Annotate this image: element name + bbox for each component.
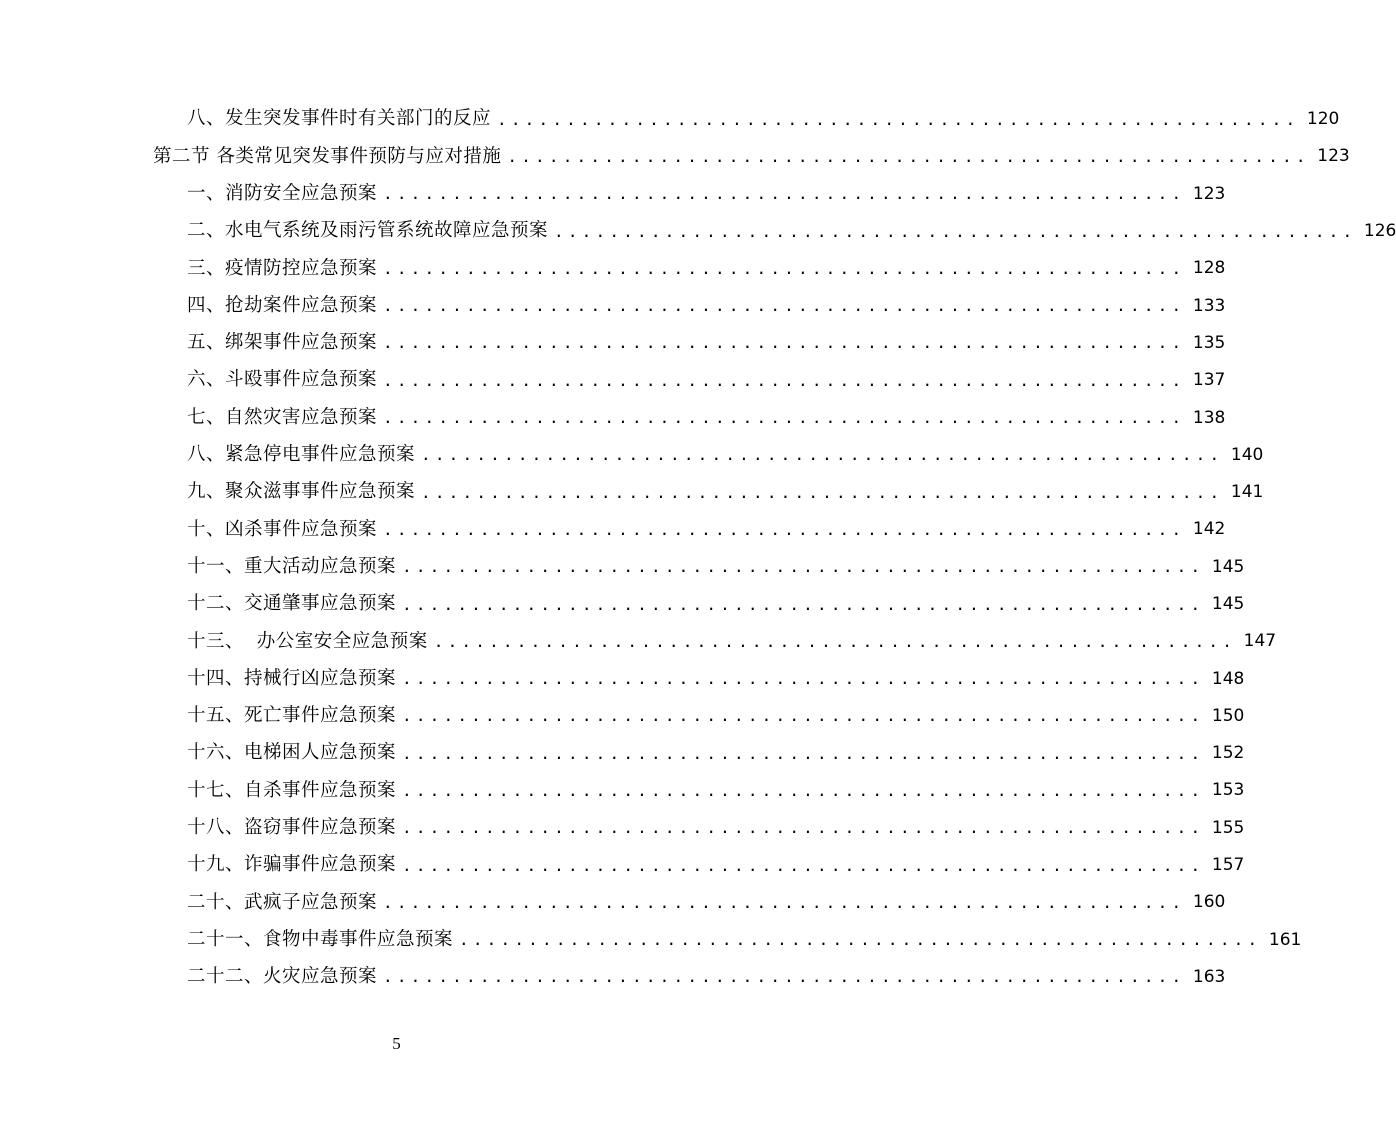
toc-entry[interactable]: [0, 549, 1245, 586]
dot-leader: ..........................................................: [459, 930, 1262, 950]
toc-entry[interactable]: [0, 772, 1245, 809]
toc-entry[interactable]: [0, 959, 1226, 996]
toc-entry-page: 135: [1192, 332, 1226, 353]
dot-leader: ..........................................................: [383, 967, 1186, 987]
dot-leader: ..........................................................: [507, 146, 1310, 166]
toc-entry-title: 六、斗殴事件应急预案: [187, 369, 378, 391]
dot-leader: ..........................................................: [402, 706, 1205, 726]
toc-entry[interactable]: [0, 698, 1245, 735]
dot-leader: ..........................................................: [402, 557, 1205, 577]
toc-entry[interactable]: [0, 213, 1396, 250]
toc-entry-page: 120: [1306, 109, 1340, 130]
toc-entry[interactable]: [0, 362, 1226, 399]
toc-entry-title: 十五、死亡事件应急预案: [187, 705, 397, 727]
dot-leader: ..........................................................: [554, 221, 1357, 241]
toc-entry-page: 123: [1192, 183, 1226, 204]
toc-entry[interactable]: [0, 847, 1245, 884]
toc-entry-page: 142: [1192, 519, 1226, 540]
dot-leader: ..........................................................: [383, 892, 1186, 912]
dot-leader: ..........................................................: [402, 594, 1205, 614]
toc-entry-page: 128: [1192, 258, 1226, 279]
dot-leader: ..........................................................: [497, 109, 1300, 129]
toc-entry-page: 123: [1317, 146, 1350, 167]
toc-entry[interactable]: [0, 287, 1226, 324]
dot-leader: ..........................................................: [421, 445, 1224, 465]
toc-entry-title: 二、水电气系统及雨污管系统故障应急预案: [187, 220, 549, 242]
toc-entry[interactable]: [0, 884, 1226, 921]
dot-leader: ..........................................................: [421, 482, 1224, 502]
toc-entry-page: 141: [1230, 482, 1264, 503]
toc-entry-page: 160: [1192, 892, 1226, 913]
toc-entry-title: 二十二、火灾应急预案: [187, 966, 378, 988]
dot-leader: ..........................................................: [383, 184, 1186, 204]
toc-entry-title: 三、疫情防控应急预案: [187, 257, 378, 279]
toc-entry-page: 152: [1211, 743, 1245, 764]
toc-entry-page: 145: [1211, 556, 1245, 577]
toc-entry[interactable]: [0, 511, 1226, 548]
toc-entry[interactable]: [0, 735, 1245, 772]
dot-leader: ..........................................................: [383, 258, 1186, 278]
toc-entry[interactable]: [0, 922, 1302, 959]
toc-entry-page: 157: [1211, 855, 1245, 876]
toc-entry-title: 九、聚众滋事事件应急预案: [187, 481, 416, 503]
dot-leader: ..........................................................: [402, 855, 1205, 875]
toc-entry-page: 163: [1192, 966, 1226, 987]
toc-entry[interactable]: [0, 623, 1277, 660]
toc-entry[interactable]: [0, 399, 1226, 436]
toc-entry-title: 十八、盗窃事件应急预案: [187, 817, 397, 839]
toc-entry-page: 140: [1230, 444, 1264, 465]
toc-entry-page: 153: [1211, 780, 1245, 801]
dot-leader: ..........................................................: [402, 669, 1205, 689]
toc-entry-section[interactable]: [0, 138, 1350, 175]
toc-entry-title: 一、消防安全应急预案: [187, 182, 378, 204]
toc-entry-title: 十一、重大活动应急预案: [187, 555, 397, 577]
toc-entry[interactable]: [0, 810, 1245, 847]
toc-entry-page: 155: [1211, 817, 1245, 838]
toc-entry-title: 十三、 办公室安全应急预案: [187, 630, 428, 652]
toc-entry-title: 四、抢劫案件应急预案: [187, 294, 378, 316]
dot-leader: ..........................................................: [402, 818, 1205, 838]
dot-leader: ..........................................................: [433, 631, 1237, 651]
dot-leader: ..........................................................: [383, 333, 1186, 353]
dot-leader: ..........................................................: [402, 780, 1205, 800]
toc-entry[interactable]: [0, 250, 1226, 287]
toc-entry[interactable]: [0, 325, 1226, 362]
toc-entry-title: 十二、交通肇事应急预案: [187, 593, 397, 615]
dot-leader: ..........................................................: [383, 519, 1186, 539]
toc-entry-title: 二十一、食物中毒事件应急预案: [187, 928, 454, 950]
toc-entry[interactable]: [0, 474, 1264, 511]
table-of-contents: [0, 101, 1396, 996]
toc-entry-title: 第二节 各类常见突发事件预防与应对措施: [153, 145, 502, 167]
toc-entry-page: 147: [1243, 631, 1277, 652]
toc-entry-page: 133: [1192, 295, 1226, 316]
toc-entry-page: 126: [1363, 221, 1396, 242]
dot-leader: ..........................................................: [383, 370, 1186, 390]
dot-leader: ..........................................................: [383, 408, 1186, 428]
toc-entry-title: 八、发生突发事件时有关部门的反应: [187, 108, 492, 130]
dot-leader: ..........................................................: [402, 743, 1205, 763]
toc-entry-title: 五、绑架事件应急预案: [187, 332, 378, 354]
toc-entry-page: 148: [1211, 668, 1245, 689]
toc-entry-title: 十、凶杀事件应急预案: [187, 518, 378, 540]
toc-entry-title: 十九、诈骗事件应急预案: [187, 854, 397, 876]
toc-entry-page: 137: [1192, 370, 1226, 391]
toc-entry[interactable]: [0, 586, 1245, 623]
toc-entry-title: 十六、电梯困人应急预案: [187, 742, 397, 764]
toc-entry[interactable]: [0, 660, 1245, 697]
dot-leader: ..........................................................: [383, 296, 1186, 316]
toc-entry-title: 八、紧急停电事件应急预案: [187, 444, 416, 466]
page-number: 5: [392, 1034, 401, 1053]
toc-entry-page: 161: [1268, 929, 1302, 950]
toc-entry-page: 145: [1211, 594, 1245, 614]
toc-entry-title: 十四、持械行凶应急预案: [187, 667, 397, 689]
toc-entry-title: 七、自然灾害应急预案: [187, 406, 378, 428]
toc-entry-page: 138: [1192, 407, 1226, 428]
toc-entry-title: 十七、自杀事件应急预案: [187, 779, 397, 801]
toc-entry[interactable]: [0, 176, 1226, 213]
toc-entry-title: 二十、武疯子应急预案: [187, 891, 378, 913]
toc-entry[interactable]: [0, 101, 1340, 138]
toc-entry[interactable]: [0, 437, 1264, 474]
toc-entry-page: 150: [1211, 705, 1245, 726]
